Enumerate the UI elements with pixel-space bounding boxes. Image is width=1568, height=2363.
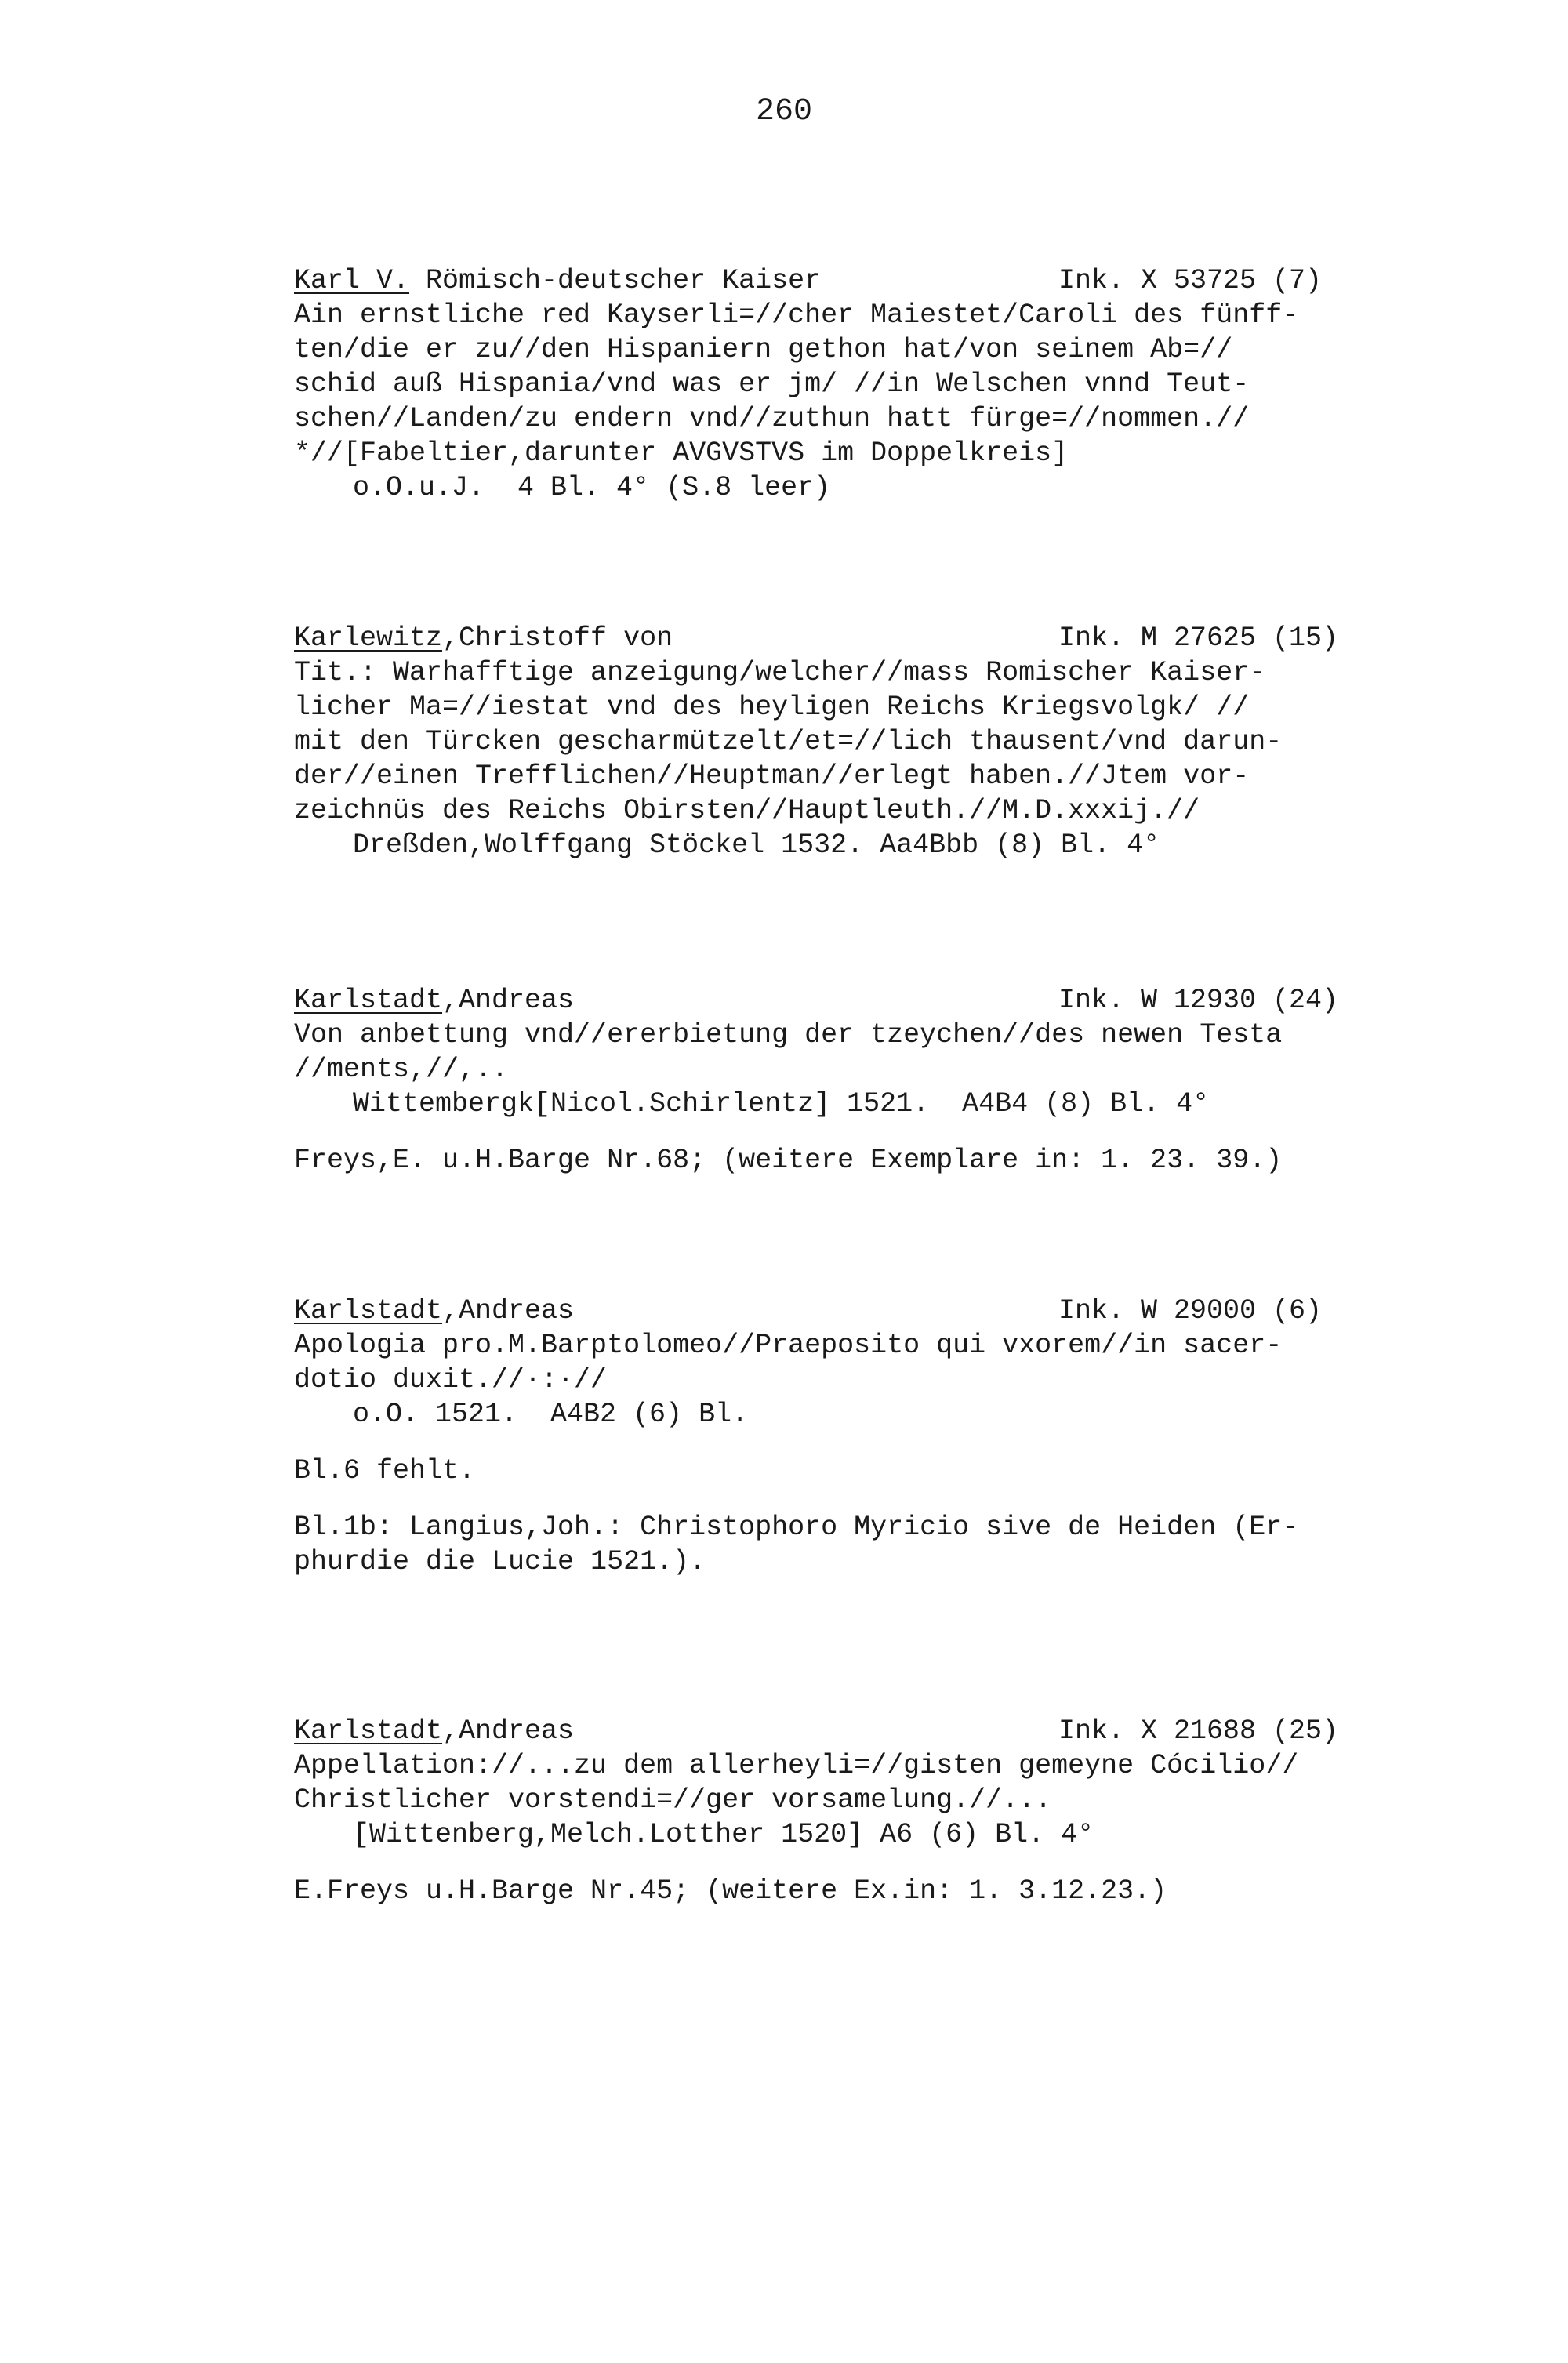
title-line: dotio duxit.//·:·// xyxy=(294,1364,608,1396)
entry-author: Karlstadt xyxy=(294,985,443,1016)
imprint-line: o.O.u.J. 4 Bl. 4° (S.8 leer) xyxy=(353,472,831,503)
note-line: E.Freys u.H.Barge Nr.45; (weitere Ex.in: 1. 3.12.23.) xyxy=(294,1875,1167,1907)
note-line: Freys,E. u.H.Barge Nr.68; (weitere Exemplare in: 1. 23. 39.) xyxy=(294,1145,1283,1176)
page-number: 260 xyxy=(755,94,812,129)
incunable-number: Ink. X 53725 (7) xyxy=(1058,265,1323,296)
catalog-entry xyxy=(294,263,1482,505)
imprint-line: [Wittenberg,Melch.Lotther 1520] A6 (6) Bl. 4° xyxy=(353,1819,1094,1850)
note-line: Bl.6 fehlt. xyxy=(294,1455,476,1486)
entry-heading xyxy=(294,1714,1482,1748)
title-line: Appellation://...zu dem allerheyli=//gisten gemeyne Cócilio// xyxy=(294,1750,1299,1781)
title-line: Christlicher vorstendi=//ger vorsamelung.//... xyxy=(294,1784,1052,1816)
entry-author: Karl V. xyxy=(294,265,410,296)
title-line: licher Ma=//iestat vnd des heyligen Reichs Kriegsvolgk/ // xyxy=(294,691,1250,723)
entry-heading xyxy=(294,983,1482,1018)
title-line: ten/die er zu//den Hispaniern gethon hat/von seinem Ab=// xyxy=(294,334,1233,365)
imprint-line: o.O. 1521. A4B2 (6) Bl. xyxy=(353,1399,749,1430)
imprint-line: Wittembergk[Nicol.Schirlentz] 1521. A4B4 (8) Bl. 4° xyxy=(353,1088,1210,1120)
entry-author: Karlstadt xyxy=(294,1295,443,1327)
incunable-number: Ink. X 21688 (25) xyxy=(1058,1715,1339,1747)
title-line: //ments,//,.. xyxy=(294,1054,509,1085)
catalog-entry xyxy=(294,621,1482,862)
entry-author: Karlstadt xyxy=(294,1715,443,1747)
catalog-entry xyxy=(294,1294,1482,1579)
entry-author: Karlewitz xyxy=(294,623,443,654)
incunable-number: Ink. W 29000 (6) xyxy=(1058,1295,1323,1327)
title-line: mit den Türcken gescharmützelt/et=//lich thausent/vnd darun- xyxy=(294,726,1283,757)
catalog-entry xyxy=(294,983,1482,1178)
title-line: Von anbettung vnd//ererbietung der tzeychen//des newen Testa xyxy=(294,1019,1283,1051)
title-line: zeichnüs des Reichs Obirsten//Hauptleuth.//M.D.xxxij.// xyxy=(294,795,1200,826)
title-line: Tit.: Warhafftige anzeigung/welcher//mass Romischer Kaiser- xyxy=(294,657,1266,688)
title-line: schen//Landen/zu endern vnd//zuthun hatt fürge=//nommen.// xyxy=(294,403,1250,434)
title-line: *//[Fabeltier,darunter AVGVSTVS im Doppelkreis] xyxy=(294,437,1069,469)
entry-heading xyxy=(294,1294,1482,1328)
entry-author-detail: ,Andreas xyxy=(442,985,575,1016)
title-line: Apologia pro.M.Barptolomeo//Praeposito qui vxorem//in sacer- xyxy=(294,1330,1283,1361)
note-line: phurdie die Lucie 1521.). xyxy=(294,1546,706,1577)
entry-author-detail: Römisch-deutscher Kaiser xyxy=(409,265,822,296)
incunable-number: Ink. W 12930 (24) xyxy=(1058,985,1339,1016)
title-line: Ain ernstliche red Kayserli=//cher Maiestet/Caroli des fünff- xyxy=(294,299,1299,331)
entry-heading xyxy=(294,263,1482,298)
catalog-entry xyxy=(294,1714,1482,1908)
entry-author-detail: ,Andreas xyxy=(442,1715,575,1747)
note-line: Bl.1b: Langius,Joh.: Christophoro Myricio sive de Heiden (Er- xyxy=(294,1512,1299,1543)
incunable-number: Ink. M 27625 (15) xyxy=(1058,623,1339,654)
title-line: schid auß Hispania/vnd was er jm/ //in Welschen vnnd Teut- xyxy=(294,368,1250,400)
entry-author-detail: ,Christoff von xyxy=(442,623,673,654)
entry-heading xyxy=(294,621,1482,655)
imprint-line: Dreßden,Wolffgang Stöckel 1532. Aa4Bbb (8) Bl. 4° xyxy=(353,829,1160,861)
title-line: der//einen Trefflichen//Heuptman//erlegt haben.//Jtem vor- xyxy=(294,760,1250,792)
entry-author-detail: ,Andreas xyxy=(442,1295,575,1327)
